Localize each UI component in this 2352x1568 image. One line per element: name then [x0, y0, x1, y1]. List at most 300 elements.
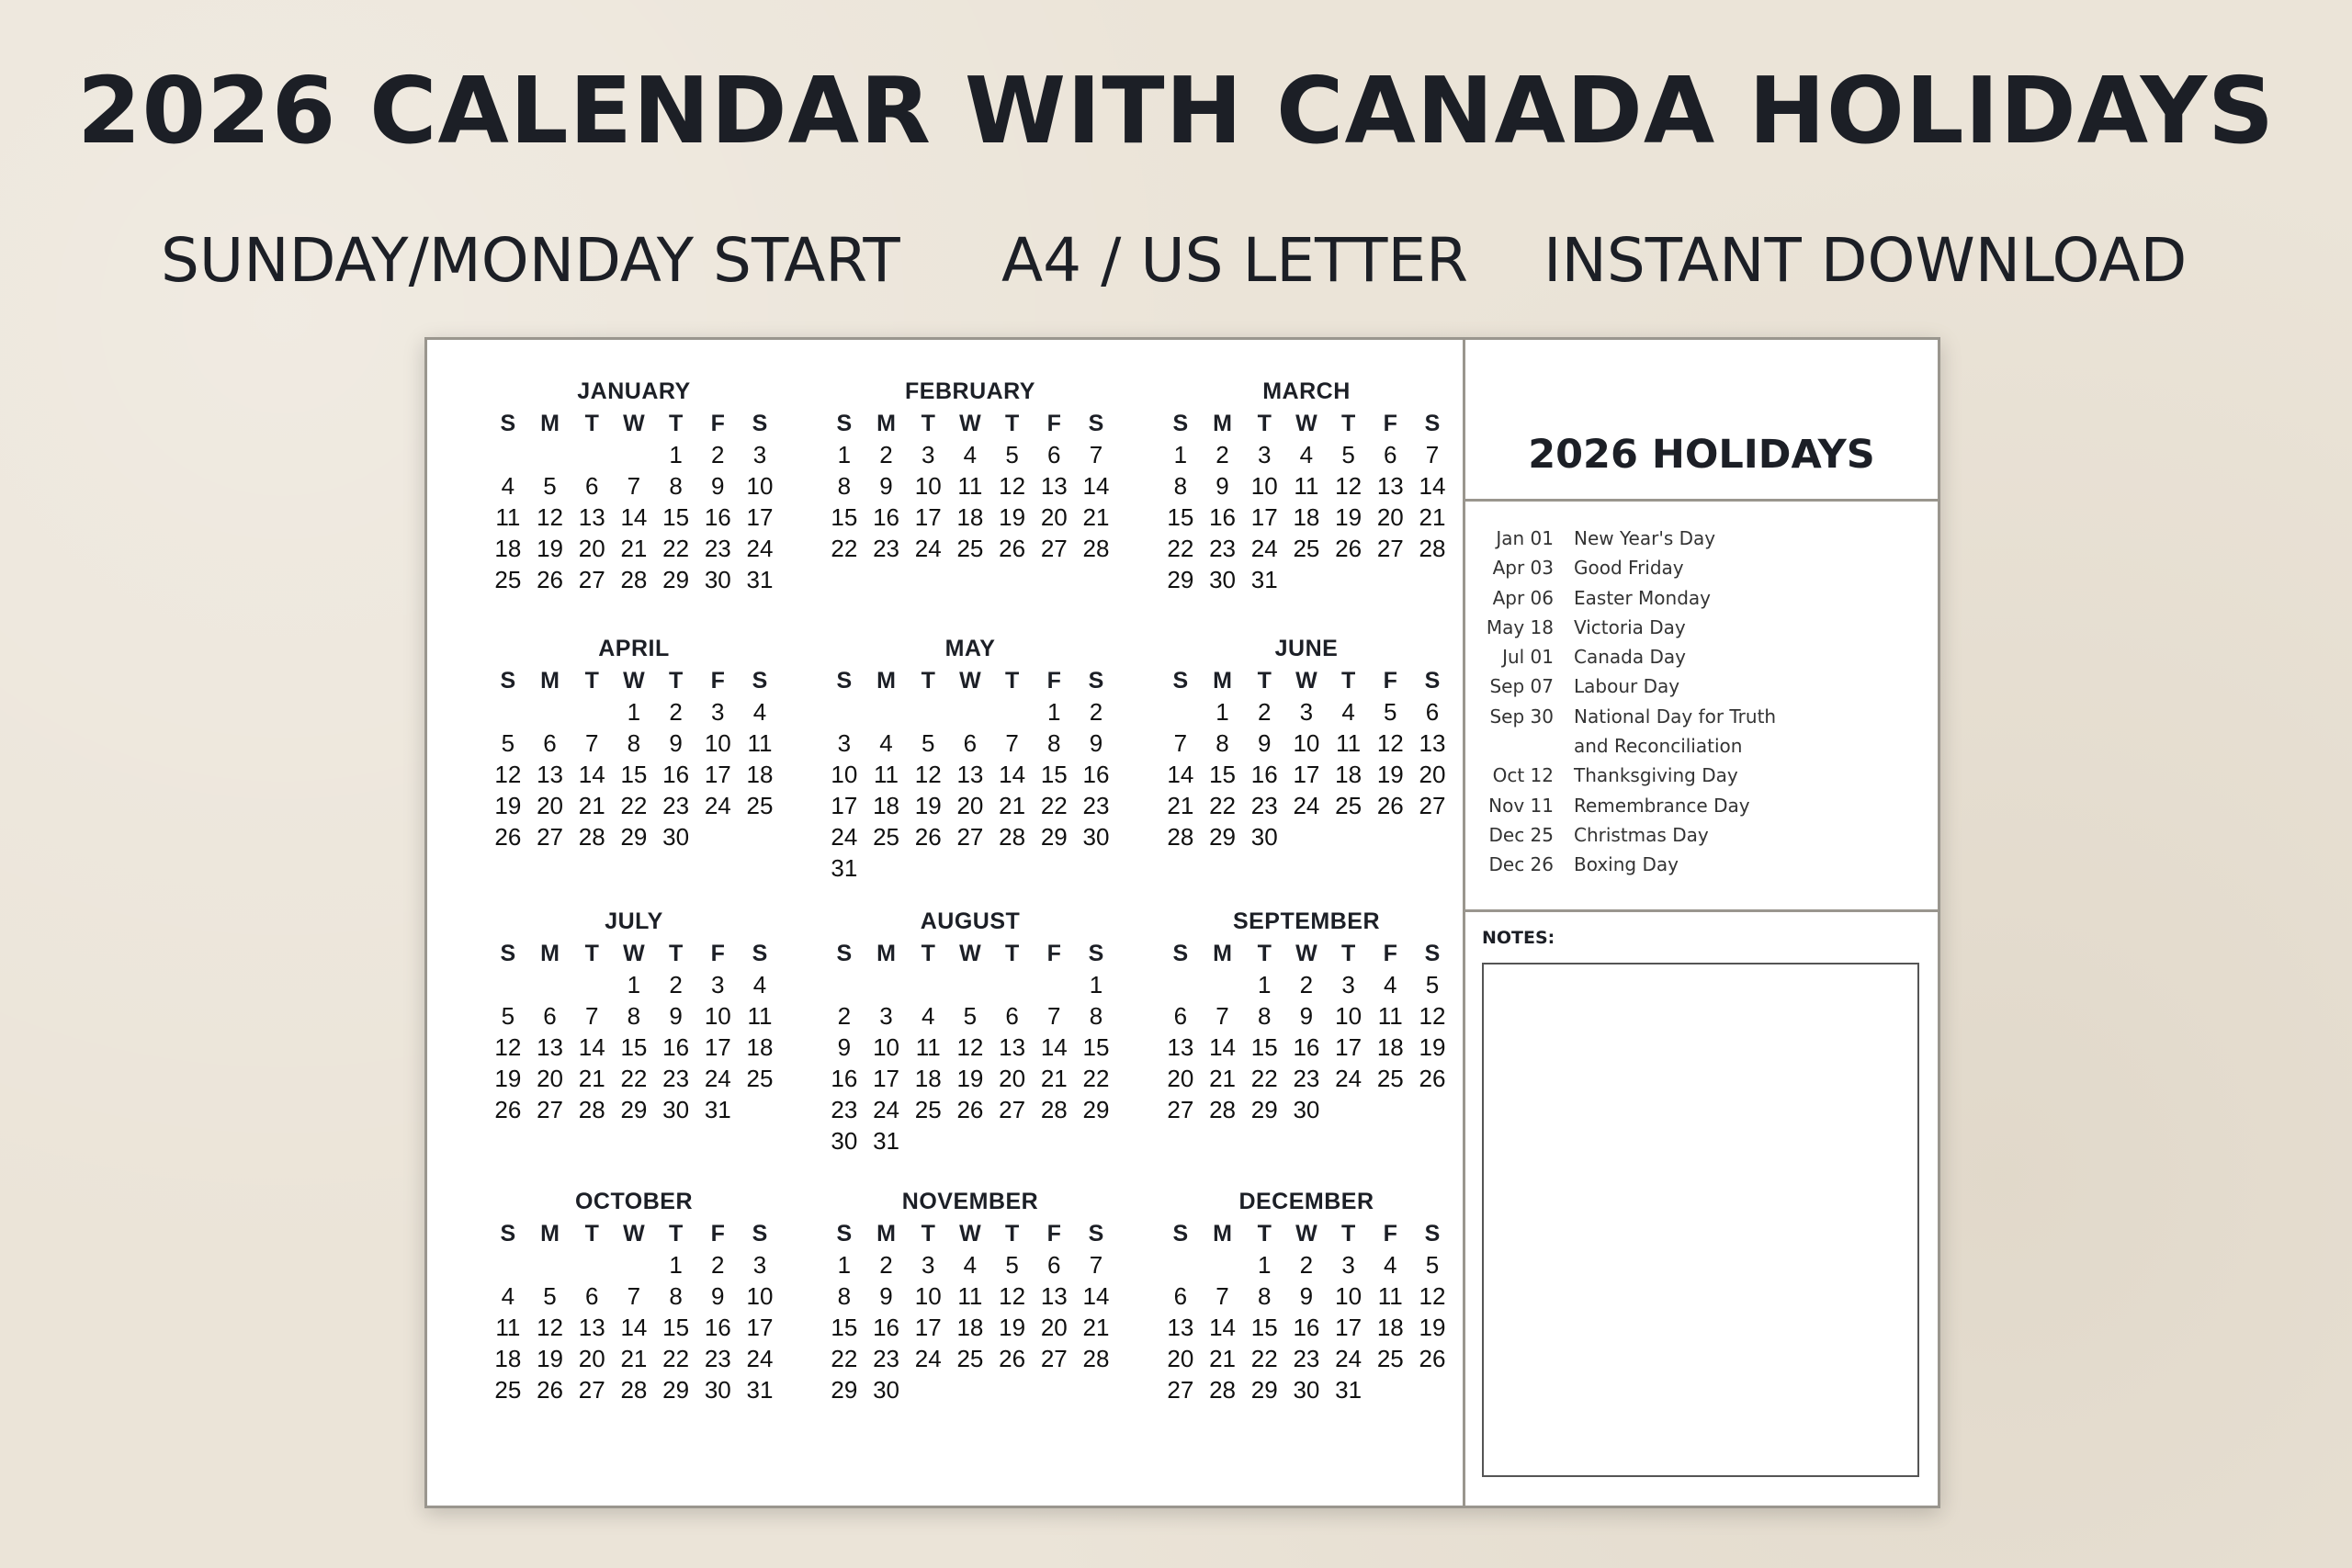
weekday-header: M: [540, 668, 560, 694]
day-cell: 7: [1089, 1251, 1103, 1279]
day-cell: 21: [1419, 503, 1446, 531]
day-cell: 8: [1047, 729, 1061, 757]
day-cell: 9: [879, 472, 893, 500]
day-cell: 17: [1335, 1314, 1363, 1341]
day-cell: 30: [704, 1376, 731, 1404]
day-cell: 6: [1005, 1002, 1019, 1030]
day-cell: 5: [1425, 971, 1440, 998]
day-cell: 30: [1293, 1376, 1320, 1404]
day-cell: 3: [711, 698, 725, 726]
day-cell: 28: [1419, 535, 1446, 562]
weekday-header: W: [1295, 1221, 1317, 1247]
day-cell: 26: [956, 1096, 984, 1123]
day-cell: 12: [956, 1033, 984, 1061]
weekday-header: T: [1004, 941, 1020, 966]
day-cell: 26: [1419, 1345, 1446, 1372]
weekday-header: S: [1088, 411, 1104, 436]
day-cell: 22: [620, 1065, 648, 1092]
day-cell: 21: [1082, 1314, 1110, 1341]
weekday-header: T: [668, 1221, 684, 1247]
day-cell: 13: [537, 1033, 563, 1061]
day-cell: 8: [627, 729, 641, 757]
day-cell: 12: [999, 1282, 1026, 1310]
subtitle-download: INSTANT DOWNLOAD: [1544, 225, 2188, 296]
day-cell: 5: [1384, 698, 1397, 726]
weekday-header: F: [1046, 941, 1061, 966]
day-cell: 30: [1293, 1096, 1320, 1123]
day-cell: 4: [1384, 971, 1397, 998]
day-cell: 22: [1250, 1345, 1278, 1372]
weekday-header: F: [1383, 411, 1397, 436]
day-cell: 5: [1425, 1251, 1440, 1279]
day-cell: 21: [1209, 1065, 1236, 1092]
day-cell: 28: [620, 1376, 648, 1404]
weekday-header: T: [668, 411, 684, 436]
day-cell: 12: [1419, 1002, 1446, 1030]
day-cell: 21: [578, 1065, 605, 1092]
weekday-header: T: [1340, 668, 1356, 694]
day-cell: 13: [1040, 1282, 1068, 1310]
day-cell: 11: [747, 729, 773, 757]
day-cell: 24: [1250, 535, 1278, 562]
day-cell: 27: [1167, 1096, 1194, 1123]
day-cell: 29: [662, 1376, 690, 1404]
weekday-header: W: [959, 1221, 981, 1247]
month-november: [823, 1185, 1117, 1405]
day-cell: 3: [837, 729, 852, 757]
day-cell: 31: [831, 854, 858, 882]
months-panel: [427, 340, 1465, 1506]
day-cell: 1: [837, 1251, 852, 1279]
day-cell: 25: [956, 1345, 984, 1372]
weekday-header: W: [959, 411, 981, 436]
day-cell: 8: [1216, 729, 1229, 757]
day-blank: [613, 1249, 655, 1280]
day-cell: 23: [873, 1345, 899, 1372]
day-cell: 5: [1005, 1251, 1019, 1279]
day-cell: 22: [831, 535, 858, 562]
day-cell: 25: [746, 792, 774, 819]
day-cell: 3: [921, 441, 935, 468]
day-cell: 3: [1341, 971, 1355, 998]
day-cell: 10: [914, 472, 942, 500]
day-cell: 19: [1335, 503, 1363, 531]
holiday-row: [1465, 642, 1938, 671]
holiday-date: Sep 30: [1489, 705, 1554, 728]
day-cell: 20: [537, 792, 563, 819]
month-name: DECEMBER: [1238, 1189, 1374, 1214]
day-cell: 16: [662, 761, 690, 788]
day-cell: 24: [914, 1345, 942, 1372]
day-cell: 26: [999, 1345, 1026, 1372]
day-cell: 8: [1089, 1002, 1103, 1030]
holidays-panel: [1465, 340, 1938, 1506]
day-cell: 10: [746, 472, 774, 500]
day-blank: [907, 696, 949, 728]
day-cell: 8: [837, 1282, 852, 1310]
day-cell: 14: [578, 1033, 605, 1061]
day-cell: 26: [494, 823, 522, 851]
holiday-date: Jul 01: [1502, 646, 1554, 669]
day-cell: 7: [1216, 1282, 1229, 1310]
day-cell: 14: [620, 1314, 648, 1341]
day-cell: 11: [747, 1002, 773, 1030]
day-cell: 1: [1089, 971, 1103, 998]
day-cell: 17: [746, 503, 774, 531]
day-cell: 17: [914, 1314, 942, 1341]
weekday-header: T: [1004, 668, 1020, 694]
day-cell: 8: [627, 1002, 641, 1030]
day-cell: 30: [1209, 566, 1236, 593]
month-name: SEPTEMBER: [1232, 908, 1381, 934]
day-cell: 19: [537, 535, 563, 562]
day-cell: 5: [1341, 441, 1355, 468]
day-cell: 9: [711, 472, 725, 500]
day-cell: 7: [1005, 729, 1019, 757]
day-cell: 23: [704, 1345, 731, 1372]
day-cell: 7: [584, 729, 599, 757]
day-cell: 2: [1299, 971, 1314, 998]
day-cell: 1: [627, 698, 641, 726]
day-cell: 11: [1377, 1282, 1403, 1310]
day-cell: 31: [746, 566, 774, 593]
weekday-header: S: [1172, 941, 1189, 966]
subtitle-paper-size: A4 / US LETTER: [1001, 225, 1469, 296]
day-cell: 16: [662, 1033, 690, 1061]
day-cell: 16: [1293, 1033, 1320, 1061]
weekday-header: S: [500, 1221, 516, 1247]
day-cell: 14: [578, 761, 605, 788]
day-blank: [823, 696, 865, 728]
day-cell: 9: [1089, 729, 1103, 757]
weekday-header: T: [921, 1221, 935, 1247]
day-cell: 18: [494, 1345, 522, 1372]
day-cell: 6: [543, 1002, 557, 1030]
day-cell: 2: [1299, 1251, 1314, 1279]
day-cell: 2: [669, 698, 683, 726]
day-cell: 6: [1173, 1282, 1188, 1310]
day-cell: 3: [921, 1251, 935, 1279]
day-blank: [823, 969, 865, 1000]
day-cell: 28: [620, 566, 648, 593]
day-cell: 9: [711, 1282, 725, 1310]
day-cell: 10: [704, 729, 731, 757]
weekday-header: S: [1172, 1221, 1189, 1247]
holiday-row: [1465, 553, 1938, 582]
day-cell: 14: [1167, 761, 1194, 788]
day-cell: 27: [956, 823, 984, 851]
day-cell: 9: [1299, 1282, 1314, 1310]
day-cell: 28: [999, 823, 1026, 851]
holiday-name: Remembrance Day: [1574, 794, 1750, 817]
day-cell: 10: [914, 1282, 942, 1310]
month-grid: [1159, 938, 1453, 1125]
day-cell: 12: [537, 503, 563, 531]
day-cell: 2: [1216, 441, 1229, 468]
day-cell: 20: [578, 1345, 605, 1372]
day-blank: [571, 1249, 613, 1280]
weekday-header: M: [876, 668, 896, 694]
month-february: [823, 375, 1117, 564]
day-cell: 27: [578, 566, 605, 593]
day-cell: 14: [1209, 1033, 1236, 1061]
day-cell: 23: [1293, 1345, 1320, 1372]
weekday-header: T: [584, 941, 599, 966]
day-cell: 17: [914, 503, 942, 531]
day-cell: 18: [1376, 1033, 1404, 1061]
day-blank: [907, 969, 949, 1000]
day-blank: [487, 969, 529, 1000]
day-blank: [529, 439, 571, 470]
day-cell: 23: [662, 792, 690, 819]
weekday-header: M: [876, 1221, 896, 1247]
month-september: [1159, 905, 1453, 1125]
day-cell: 3: [711, 971, 725, 998]
day-cell: 17: [831, 792, 858, 819]
day-cell: 16: [873, 1314, 899, 1341]
weekday-header: S: [752, 668, 768, 694]
day-cell: 23: [662, 1065, 690, 1092]
day-cell: 12: [999, 472, 1026, 500]
day-cell: 23: [831, 1096, 858, 1123]
day-cell: 14: [1419, 472, 1446, 500]
day-cell: 3: [752, 1251, 767, 1279]
weekday-header: S: [1424, 941, 1441, 966]
day-cell: 27: [999, 1096, 1026, 1123]
month-name: JANUARY: [577, 378, 691, 404]
month-december: [1159, 1185, 1453, 1405]
month-grid: [823, 665, 1117, 884]
day-cell: 19: [494, 792, 522, 819]
holiday-name: Labour Day: [1574, 675, 1680, 698]
day-cell: 30: [831, 1127, 858, 1155]
day-cell: 12: [1419, 1282, 1446, 1310]
weekday-header: S: [752, 1221, 768, 1247]
day-cell: 27: [537, 823, 563, 851]
day-cell: 29: [1167, 566, 1194, 593]
day-cell: 28: [1209, 1096, 1236, 1123]
day-cell: 19: [999, 1314, 1026, 1341]
day-cell: 31: [746, 1376, 774, 1404]
day-cell: 13: [537, 761, 563, 788]
day-cell: 5: [921, 729, 935, 757]
day-cell: 11: [1336, 729, 1362, 757]
weekday-header: M: [1213, 411, 1232, 436]
holiday-name: Good Friday: [1574, 557, 1684, 580]
day-cell: 24: [704, 792, 731, 819]
weekday-header: F: [1046, 411, 1061, 436]
weekday-header: F: [710, 941, 725, 966]
weekday-header: F: [710, 1221, 725, 1247]
day-cell: 10: [1335, 1282, 1363, 1310]
weekday-header: T: [1340, 411, 1356, 436]
day-cell: 24: [746, 535, 774, 562]
weekday-header: S: [500, 411, 516, 436]
day-cell: 16: [704, 503, 731, 531]
day-cell: 8: [669, 472, 683, 500]
day-cell: 1: [1257, 971, 1272, 998]
day-blank: [571, 439, 613, 470]
weekday-header: T: [668, 668, 684, 694]
weekday-header: F: [1046, 1221, 1061, 1247]
page-title: 2026 CALENDAR WITH CANADA HOLIDAYS: [76, 57, 2276, 164]
month-june: [1159, 632, 1453, 852]
day-cell: 10: [873, 1033, 899, 1061]
day-cell: 14: [1040, 1033, 1068, 1061]
day-cell: 9: [1299, 1002, 1314, 1030]
day-blank: [1159, 1249, 1202, 1280]
day-cell: 31: [1250, 566, 1278, 593]
day-cell: 7: [1089, 441, 1103, 468]
day-cell: 9: [1257, 729, 1272, 757]
day-cell: 25: [1293, 535, 1320, 562]
day-blank: [529, 969, 571, 1000]
weekday-header: M: [1213, 1221, 1232, 1247]
day-cell: 3: [1341, 1251, 1355, 1279]
month-october: [487, 1185, 781, 1405]
day-cell: 27: [1040, 1345, 1068, 1372]
month-name: MAY: [944, 636, 996, 661]
day-cell: 15: [620, 1033, 648, 1061]
weekday-header: W: [623, 411, 645, 436]
month-name: OCTOBER: [574, 1189, 694, 1214]
day-cell: 2: [1089, 698, 1103, 726]
day-cell: 12: [1376, 729, 1404, 757]
holiday-date: May 18: [1486, 615, 1554, 638]
day-cell: 12: [537, 1314, 563, 1341]
day-blank: [487, 1249, 529, 1280]
month-august: [823, 905, 1117, 1156]
day-cell: 2: [879, 1251, 893, 1279]
day-cell: 4: [963, 1251, 978, 1279]
day-cell: 9: [879, 1282, 893, 1310]
day-cell: 19: [537, 1345, 563, 1372]
weekday-header: S: [1088, 941, 1104, 966]
weekday-header: W: [623, 1221, 645, 1247]
day-cell: 17: [704, 1033, 731, 1061]
day-cell: 21: [620, 535, 648, 562]
day-blank: [1202, 969, 1244, 1000]
day-cell: 5: [543, 1282, 557, 1310]
day-cell: 26: [1335, 535, 1363, 562]
day-cell: 15: [662, 503, 690, 531]
weekday-header: M: [540, 1221, 560, 1247]
day-cell: 16: [1250, 761, 1278, 788]
month-name: NOVEMBER: [901, 1189, 1039, 1214]
day-cell: 16: [1082, 761, 1110, 788]
holiday-name: Victoria Day: [1574, 615, 1686, 638]
day-cell: 5: [501, 729, 515, 757]
day-cell: 30: [873, 1376, 899, 1404]
day-cell: 10: [746, 1282, 774, 1310]
day-cell: 23: [1082, 792, 1110, 819]
day-cell: 29: [1250, 1096, 1278, 1123]
day-cell: 20: [956, 792, 984, 819]
holiday-row: [1465, 820, 1938, 850]
weekday-header: S: [1088, 668, 1104, 694]
day-cell: 24: [1335, 1065, 1363, 1092]
day-cell: 6: [1425, 698, 1440, 726]
day-cell: 2: [669, 971, 683, 998]
day-cell: 6: [1047, 441, 1061, 468]
weekday-header: T: [1340, 941, 1356, 966]
holiday-name: Canada Day: [1574, 646, 1686, 669]
day-cell: 1: [837, 441, 852, 468]
day-cell: 25: [914, 1096, 942, 1123]
day-cell: 28: [578, 1096, 605, 1123]
day-cell: 31: [704, 1096, 731, 1123]
day-cell: 2: [711, 1251, 725, 1279]
day-cell: 18: [914, 1065, 942, 1092]
holiday-row: [1465, 791, 1938, 820]
day-cell: 16: [1209, 503, 1236, 531]
weekday-header: S: [500, 668, 516, 694]
day-cell: 4: [752, 698, 767, 726]
holidays-list: [1465, 524, 1938, 880]
day-blank: [1159, 696, 1202, 728]
weekday-header: F: [1383, 941, 1397, 966]
day-blank: [571, 969, 613, 1000]
day-cell: 5: [501, 1002, 515, 1030]
day-blank: [529, 696, 571, 728]
day-cell: 13: [1167, 1033, 1194, 1061]
day-cell: 29: [620, 1096, 648, 1123]
day-cell: 4: [501, 472, 515, 500]
day-cell: 27: [1040, 535, 1068, 562]
day-cell: 22: [1250, 1065, 1278, 1092]
day-cell: 16: [831, 1065, 858, 1092]
day-cell: 26: [537, 566, 563, 593]
day-cell: 8: [1173, 472, 1188, 500]
day-cell: 15: [1082, 1033, 1110, 1061]
day-blank: [487, 439, 529, 470]
day-cell: 7: [1047, 1002, 1061, 1030]
weekday-header: M: [1213, 941, 1232, 966]
day-blank: [865, 969, 908, 1000]
day-cell: 1: [669, 1251, 683, 1279]
day-cell: 4: [752, 971, 767, 998]
month-name: JULY: [605, 908, 663, 934]
day-cell: 28: [578, 823, 605, 851]
day-cell: 29: [620, 823, 648, 851]
day-blank: [1033, 969, 1075, 1000]
day-cell: 11: [957, 1282, 983, 1310]
weekday-header: T: [668, 941, 684, 966]
day-cell: 18: [746, 761, 774, 788]
weekday-header: F: [1383, 668, 1397, 694]
weekday-header: T: [1004, 411, 1020, 436]
day-cell: 7: [1216, 1002, 1229, 1030]
month-name: JUNE: [1274, 636, 1339, 661]
day-cell: 16: [873, 503, 899, 531]
day-cell: 12: [494, 1033, 522, 1061]
day-cell: 19: [1376, 761, 1404, 788]
day-cell: 8: [837, 472, 852, 500]
day-blank: [1159, 969, 1202, 1000]
day-cell: 12: [914, 761, 942, 788]
weekday-header: T: [921, 941, 935, 966]
day-cell: 29: [1040, 823, 1068, 851]
day-cell: 1: [1173, 441, 1188, 468]
day-cell: 25: [1376, 1065, 1404, 1092]
day-cell: 7: [627, 1282, 641, 1310]
day-cell: 22: [1040, 792, 1068, 819]
day-cell: 24: [704, 1065, 731, 1092]
weekday-header: W: [1295, 668, 1317, 694]
day-cell: 15: [662, 1314, 690, 1341]
day-cell: 15: [1209, 761, 1236, 788]
day-cell: 17: [1250, 503, 1278, 531]
